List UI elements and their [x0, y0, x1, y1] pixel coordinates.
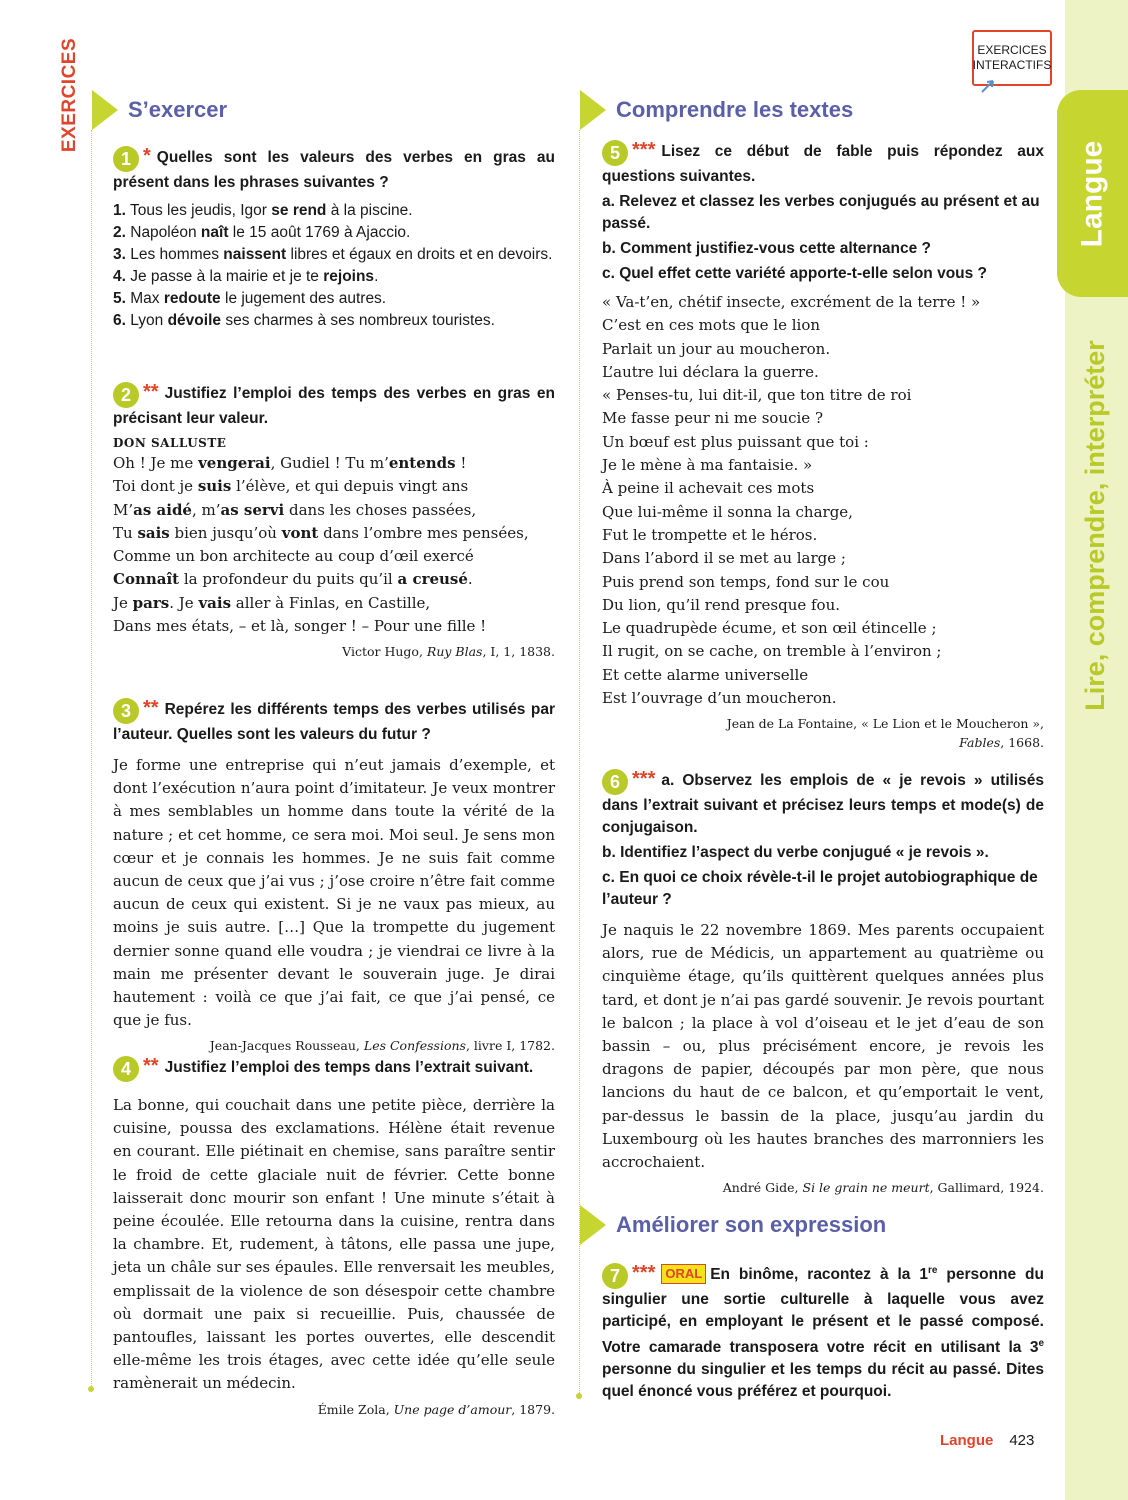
source-author: Victor Hugo, — [342, 644, 427, 660]
item-number: 1. — [113, 202, 126, 219]
exercise-question — [602, 139, 1044, 188]
sentence-item — [113, 288, 555, 310]
exercise-number-badge: 3 — [113, 698, 139, 724]
section-title: S’exercer — [128, 97, 228, 122]
verse-line: Du lion, qu’il rend presque fou. — [602, 595, 841, 614]
source-title: Les Confessions — [363, 1038, 466, 1054]
exercices-label-wrap — [50, 37, 90, 153]
exercise-3 — [113, 697, 555, 1055]
verse-verb: vengerai — [198, 454, 271, 472]
verse-text: Toi dont je — [113, 477, 198, 496]
source-title: Si le grain ne meurt — [802, 1180, 930, 1196]
source-title: Ruy Blas — [426, 644, 483, 660]
question-text: a. Observez les emplois de « je revois » utilisés dans l’extrait suivant et précisez leurs temps et mode(s) de conjugaison. — [602, 772, 1044, 836]
verse-text: . — [467, 570, 473, 589]
exercise-1 — [113, 145, 555, 332]
verse-line — [113, 568, 555, 591]
verse-line — [113, 545, 555, 568]
difficulty-stars: * — [143, 145, 151, 167]
verse-line: Est l’ouvrage d’un moucheron. — [602, 689, 837, 708]
langue-tab-label-wrap — [1057, 90, 1128, 297]
source-title: Une page d’amour — [393, 1401, 512, 1417]
item-number: 2. — [113, 224, 126, 241]
verse-line: « Penses-tu, lui dit-il, que ton titre de roi — [602, 386, 912, 405]
section-sexercer — [92, 90, 227, 130]
subquestion-b: b. Comment justifiez-vous cette alternance ? — [602, 240, 932, 257]
verse-line: Un bœuf est plus puissant que toi : — [602, 432, 869, 451]
verse-text: Oh ! Je me — [113, 454, 199, 472]
page-footer — [940, 1432, 1034, 1450]
exercise-6 — [602, 768, 1044, 1197]
oral-badge: ORAL — [661, 1264, 706, 1284]
verse-text: ! — [455, 454, 467, 472]
verse-verb: suis — [197, 477, 232, 496]
item-number: 6. — [113, 312, 126, 329]
verse-line: Me fasse peur ni me soucie ? — [602, 409, 823, 428]
question-text: Quelles sont les valeurs des verbes en gras au présent dans les phrases suivantes ? — [113, 149, 555, 191]
section-arrow-icon — [580, 90, 606, 130]
right-rule-dot — [576, 1393, 582, 1399]
item-text: Je passe à la mairie et je te — [125, 268, 324, 285]
exercise-question — [602, 768, 1044, 839]
item-text-end: à la piscine. — [326, 202, 413, 219]
item-text-end: ses charmes à ses nombreux touristes. — [221, 312, 495, 329]
verse-line: Le quadrupède écume, et son œil étincelle ; — [602, 619, 937, 638]
exercise-question — [113, 381, 555, 430]
section-title: Comprendre les textes — [616, 97, 854, 122]
item-number: 5. — [113, 290, 126, 307]
section-arrow-icon — [92, 90, 118, 130]
exercise-number-badge: 4 — [113, 1056, 139, 1082]
verse-line: Et cette alarme universelle — [602, 665, 809, 684]
verse-text: aller à Finlas, en Castille, — [231, 593, 431, 612]
verse-verb: vont — [281, 523, 319, 542]
exercise-5 — [602, 139, 1044, 752]
source-rest: , 1879. — [511, 1401, 555, 1417]
verse-text: Comme un bon architecte au coup d’œil exercé — [113, 547, 474, 566]
verse-line — [113, 452, 555, 475]
question-text-1: En binôme, racontez à la 1 — [710, 1266, 928, 1284]
item-text-end: le 15 août 1769 à Ajaccio. — [228, 224, 411, 241]
item-verb: dévoile — [167, 312, 222, 329]
excerpt-text: Je naquis le 22 novembre 1869. Mes parents occupaient alors, rue de Médicis, un appartement au quatrième ou cinquième étage, qu’ils quittèrent quelques années plus tard, et dont je n’ai pas gardé souvenir. Je revois pourtant le balcon ; la place à vol d’oiseau et le jet d’eau de son bassin – ou, plus précisément encore, je revois les dragons de papier, découpés par mon père, que nous lancions du haut de ce balcon, et qu’emportait le vent, par-dessus le bassin de la place, jusqu’au jardin du Luxembourg où les hautes branches des marronniers les accrochaient. — [602, 921, 1044, 1172]
verse-text: dans les choses passées, — [284, 500, 477, 519]
sentence-list — [113, 200, 555, 332]
verse-line: Puis prend son temps, fond sur le cou — [602, 572, 890, 591]
section-comprendre — [580, 90, 853, 130]
exercise-number-badge: 6 — [602, 769, 628, 795]
source-line2 — [602, 733, 1044, 752]
exercise-question — [602, 1260, 1044, 1403]
exercise-number-badge: 5 — [602, 140, 628, 166]
verse-line — [113, 615, 555, 638]
item-text: Les hommes — [125, 246, 224, 263]
left-rule-dot — [88, 1386, 94, 1392]
verse-text: l’élève, et qui depuis vingt ans — [231, 477, 469, 496]
page-number: 423 — [1009, 1432, 1035, 1449]
verse-verb: sais — [137, 523, 170, 542]
subquestion-c: c. Quel effet cette variété apporte-t-elle selon vous ? — [602, 265, 988, 282]
excerpt-text: La bonne, qui couchait dans une petite pièce, derrière la cuisine, poussa des exclamations. Hélène était revenue en courant. Elle piétinait en chemise, sans paraître sentir le froid de cette glaciale nuit de février. Cette bonne laisserait donc mourir son enfant ! Une minute s’était à peine écoulée. Elle retourna dans la cuisine, rentra dans la chambre. Et, rudement, à tâtons, elle passa une jupe, jeta un châle sur ses épaules. Elle renversait les meubles, emplissait de la violence de son désespoir cette chambre où dormait une paix si recueillie. Puis, chaussée de pantoufles, laissant les portes ouvertes, elle descendit elle-même les trois étages, avec cette idée qu’elle seule ramènerait un médecin. — [113, 1096, 555, 1393]
verse-line: Dans l’abord il se met au large ; — [602, 549, 846, 568]
source-author: Jean-Jacques Rousseau, — [209, 1038, 364, 1054]
lire-comprendre-label: Lire, comprendre, interpréter — [1079, 339, 1110, 711]
verse-verb: Connaît — [113, 570, 180, 589]
verse-line — [113, 522, 555, 545]
source-citation — [113, 1400, 555, 1419]
source-rest: , Gallimard, 1924. — [929, 1180, 1044, 1196]
verse-block — [113, 452, 555, 638]
verse-text: la profondeur du puits qu’il — [179, 570, 398, 589]
exercise-4 — [113, 1055, 555, 1419]
question-text-2: personne du singulier une sortie culturelle à laquelle vous avez participé, en employant le présent et le passé composé. Votre camarade transposera votre récit en utilisant la 3 — [602, 1266, 1044, 1357]
difficulty-stars: ** — [143, 1055, 159, 1077]
exercise-2 — [113, 381, 555, 661]
verse-line: L’autre lui déclara la guerre. — [602, 362, 819, 381]
source-rest: , livre I, 1782. — [465, 1038, 555, 1054]
item-verb: se rend — [271, 202, 327, 219]
exercise-question — [113, 1055, 555, 1082]
item-text: Napoléon — [125, 224, 201, 241]
superscript-e: e — [1038, 1338, 1044, 1350]
exercise-7 — [602, 1260, 1044, 1403]
verse-line — [113, 475, 555, 498]
exercise-number-badge: 2 — [113, 382, 139, 408]
verse-verb: vais — [198, 593, 232, 612]
exercise-number-badge: 7 — [602, 1263, 628, 1289]
sentence-item — [113, 266, 555, 288]
sentence-item — [113, 244, 555, 266]
verse-text: Dans mes états, – et là, songer ! – Pour une fille ! — [113, 617, 487, 636]
exercices-interactifs-button[interactable] — [972, 30, 1052, 86]
item-number: 4. — [113, 268, 126, 285]
difficulty-stars: ** — [143, 697, 159, 719]
source-line1: Jean de La Fontaine, « Le Lion et le Moucheron », — [726, 716, 1044, 732]
section-title: Améliorer son expression — [616, 1212, 887, 1237]
interactifs-line2: INTERACTIFS — [972, 58, 1052, 72]
verse-line: Parlait un jour au moucheron. — [602, 339, 831, 358]
verse-line: Que lui-même il sonna la charge, — [602, 502, 853, 521]
left-column-rule — [91, 130, 92, 1388]
verse-text: Je — [113, 593, 133, 612]
source-rest: , I, 1, 1838. — [482, 644, 555, 660]
difficulty-stars: *** — [632, 139, 656, 161]
subquestion-a: a. Relevez et classez les verbes conjugués au présent et au passé. — [602, 193, 1040, 232]
excerpt-text: Je forme une entreprise qui n’eut jamais d’exemple, et dont l’exécution n’aura point d’imitateur. Je veux montrer à mes semblables un homme dans toute la vérité de la nature ; et cet homme, ce sera moi. Moi seul. Je sens mon cœur et je connais les hommes. Je ne suis fait comme aucun de ceux que j’ai vus ; j’ose croire n’être fait comme aucun de ceux qui existent. Si je ne vaux pas mieux, au moins je suis autre. […] Que la trompette du jugement dernier sonne quand elle voudra ; je viendrai ce livre à la main me présenter devant le souverain juge. Je dirai hautement : voilà ce que j’ai fait, ce que j’ai pensé, ce que je fus. — [113, 756, 555, 1030]
question-text: Repérez les différents temps des verbes utilisés par l’auteur. Quelles sont les valeurs du futur ? — [113, 701, 555, 743]
verse-line: À peine il achevait ces mots — [602, 479, 815, 498]
verse-line: Fut le trompette et le héros. — [602, 525, 818, 544]
item-number: 3. — [113, 246, 126, 263]
exercise-number-badge: 1 — [113, 146, 139, 172]
verse-verb: as aidé — [133, 500, 192, 519]
fable-verses — [602, 291, 1044, 710]
item-text-end: le jugement des autres. — [220, 290, 387, 307]
sentence-item — [113, 310, 555, 332]
item-verb: rejoins — [323, 268, 375, 285]
source-author: Émile Zola, — [317, 1401, 394, 1417]
speaker-name: DON SALLUSTE — [113, 436, 227, 450]
source-citation — [602, 714, 1044, 752]
verse-verb: a creusé — [397, 570, 468, 589]
superscript-re: re — [927, 1265, 938, 1276]
verse-line: C’est en ces mots que le lion — [602, 316, 821, 335]
subquestion-c: c. En quoi ce choix révèle-t-il le projet autobiographique de l’auteur ? — [602, 869, 1038, 908]
item-verb: naît — [200, 224, 229, 241]
item-verb: redoute — [163, 290, 221, 307]
verse-verb: as servi — [220, 500, 285, 519]
source-rest: , 1668. — [1000, 735, 1044, 751]
question-text-3: personne du singulier et les temps du récit au passé. Dites quel énoncé vous préférez et pourquoi. — [602, 1361, 1044, 1401]
interactifs-line1: EXERCICES — [977, 43, 1047, 57]
subquestion-b: b. Identifiez l’aspect du verbe conjugué « je revois ». — [602, 844, 989, 861]
section-arrow-icon — [580, 1205, 606, 1245]
question-text: Justifiez l’emploi des temps dans l’extrait suivant. — [164, 1059, 534, 1076]
source-citation — [602, 1178, 1044, 1197]
verse-line: « Va-t’en, chétif insecte, excrément de la terre ! » — [602, 293, 981, 311]
source-author: André Gide, — [722, 1180, 803, 1196]
item-text: Tous les jeudis, Igor — [125, 202, 272, 219]
verse-line — [113, 499, 555, 522]
verse-text: dans l’ombre mes pensées, — [318, 523, 529, 542]
cursor-icon — [981, 79, 995, 93]
source-citation — [113, 642, 555, 661]
verse-text: . Je — [169, 593, 199, 612]
verse-text: Tu — [113, 523, 138, 542]
verse-text: , m’ — [191, 500, 221, 519]
sentence-item — [113, 200, 555, 222]
exercise-question — [113, 145, 555, 194]
verse-text: , Gudiel ! Tu m’ — [270, 454, 389, 472]
verse-line: Il rugit, on se cache, on tremble à l’environ ; — [602, 642, 942, 661]
verse-text: M’ — [113, 500, 134, 519]
exercices-label: EXERCICES — [59, 37, 80, 153]
langue-tab-label: Langue — [1075, 140, 1109, 247]
item-verb: naissent — [223, 246, 287, 263]
source-title: Fables — [959, 735, 1001, 751]
question-text: Lisez ce début de fable puis répondez aux questions suivantes. — [602, 143, 1044, 185]
item-text-end: . — [374, 268, 379, 285]
lire-comprendre-label-wrap — [1062, 320, 1128, 730]
question-text: Justifiez l’emploi des temps des verbes en gras en précisant leur valeur. — [113, 385, 555, 427]
verse-verb: entends — [388, 454, 456, 472]
difficulty-stars: *** — [632, 768, 656, 790]
verse-line: Je le mène à ma fantaisie. » — [602, 456, 813, 475]
difficulty-stars: *** — [632, 1262, 656, 1285]
item-text: Max — [125, 290, 164, 307]
item-text-end: libres et égaux en droits et en devoirs. — [286, 246, 553, 263]
difficulty-stars: ** — [143, 381, 159, 403]
section-ameliorer — [580, 1205, 886, 1245]
item-text: Lyon — [125, 312, 168, 329]
verse-text: bien jusqu’où — [169, 523, 282, 542]
exercise-question — [113, 697, 555, 746]
source-citation — [113, 1036, 555, 1055]
footer-section-label: Langue — [940, 1432, 994, 1449]
verse-line — [113, 592, 555, 615]
verse-verb: pars — [132, 593, 170, 612]
sentence-item — [113, 222, 555, 244]
